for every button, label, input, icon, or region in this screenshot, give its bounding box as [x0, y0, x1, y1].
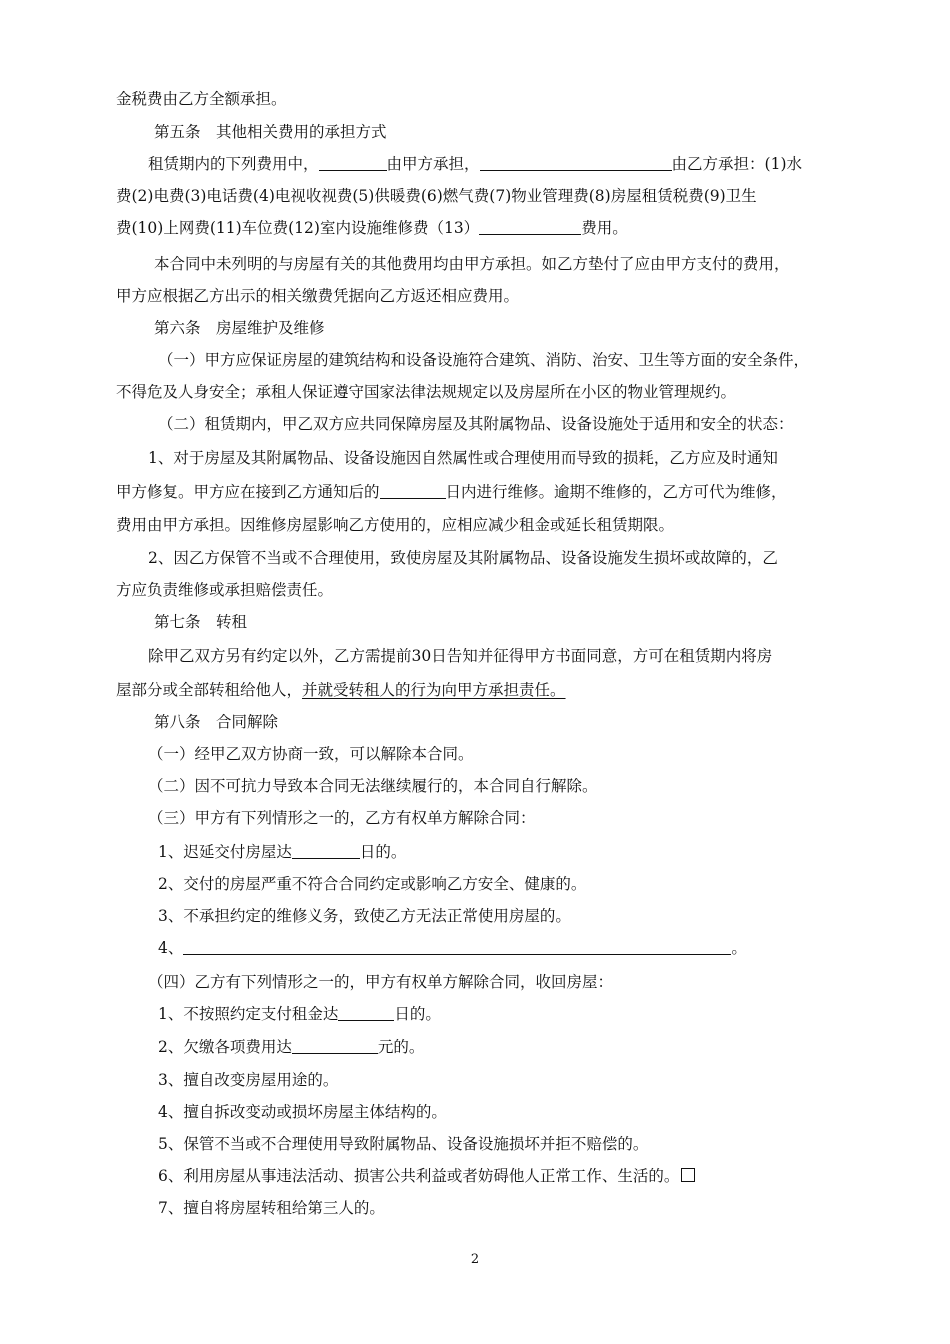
text-line [116, 579, 836, 601]
paragraph-text: 。 [731, 939, 747, 957]
paragraph-text: 日的。 [394, 1005, 441, 1023]
text-line [148, 645, 868, 667]
paragraph-text: 元的。 [377, 1038, 425, 1056]
text-line [158, 841, 878, 863]
paragraph-text: 由甲方承担， [386, 155, 480, 173]
paragraph-text: 本合同中未列明的与房屋有关的其他费用均由甲方承担。如乙方垫付了应由甲方支付的费用， [154, 255, 790, 273]
text-line [116, 679, 836, 701]
text-line [116, 88, 836, 110]
fill-in-blank[interactable] [480, 154, 672, 171]
heading-text: 第六条 房屋维护及维修 [154, 319, 325, 337]
text-line [158, 349, 878, 371]
paragraph-text: （四）乙方有下列情形之一的，甲方有权单方解除合同，收回房屋： [148, 973, 614, 991]
paragraph-text: 2、因乙方保管不当或不合理使用，致使房屋及其附属物品、设备设施发生损坏或故障的，乙 [148, 549, 778, 567]
paragraph-text: 6、利用房屋从事违法活动、损害公共利益或者妨碍他人正常工作、生活的。 [158, 1167, 680, 1185]
fill-in-blank[interactable] [380, 482, 446, 499]
text-line [158, 1165, 878, 1187]
text-line [148, 775, 868, 797]
text-line [158, 873, 878, 895]
paragraph-text: 由乙方承担：(1)水 [671, 155, 802, 173]
paragraph-text: 日内进行维修。逾期不维修的，乙方可代为维修， [445, 483, 787, 501]
paragraph-text: 4、 [158, 939, 184, 957]
article-5-heading [154, 121, 874, 143]
article-8-heading [154, 711, 874, 733]
page-number: 2 [470, 1252, 480, 1267]
paragraph-text: （三）甲方有下列情形之一的，乙方有权单方解除合同： [148, 809, 536, 827]
paragraph-text: 日的。 [359, 843, 407, 861]
text-line [116, 217, 836, 239]
text-line [148, 971, 868, 993]
paragraph-text: （一）甲方应保证房屋的建筑结构和设备设施符合建筑、消防、治安、卫生等方面的安全条件， [158, 351, 810, 369]
paragraph-text: 甲方应根据乙方出示的相关缴费凭据向乙方返还相应费用。 [116, 287, 520, 305]
paragraph-text: 2、交付的房屋严重不符合合同约定或影响乙方安全、健康的。 [158, 875, 587, 893]
text-line [158, 1069, 878, 1091]
paragraph-text: 屋部分或全部转租给他人， [116, 681, 303, 699]
paragraph-text: 甲方修复。甲方应在接到乙方通知后的 [116, 483, 380, 501]
text-line [116, 481, 836, 503]
paragraph-text: 5、保管不当或不合理使用导致附属物品、设备设施损坏并拒不赔偿的。 [158, 1135, 649, 1153]
paragraph-text: （二）租赁期内，甲乙双方应共同保障房屋及其附属物品、设备设施处于适用和安全的状态： [158, 415, 794, 433]
text-line [158, 1003, 878, 1025]
paragraph-text: 7、擅自将房屋转租给第三人的。 [158, 1199, 385, 1217]
fill-in-blank[interactable] [292, 842, 360, 859]
text-line [158, 1197, 878, 1219]
paragraph-text: 3、擅自改变房屋用途的。 [158, 1071, 339, 1089]
fill-in-blank[interactable] [338, 1004, 394, 1021]
paragraph-text: 费用。 [581, 219, 628, 237]
article-6-heading [154, 317, 874, 339]
heading-text: 第五条 其他相关费用的承担方式 [154, 123, 387, 141]
paragraph-text: 4、擅自拆改变动或损坏房屋主体结构的。 [158, 1103, 447, 1121]
fill-in-blank[interactable] [479, 218, 581, 235]
checkbox[interactable] [681, 1168, 695, 1182]
fill-in-blank[interactable] [292, 1037, 378, 1054]
text-line [116, 381, 836, 403]
paragraph-text: 2、欠缴各项费用达 [158, 1038, 292, 1056]
fill-in-blank[interactable] [183, 938, 731, 955]
paragraph-text: 不得危及人身安全；承租人保证遵守国家法律法规规定以及房屋所在小区的物业管理规约。 [116, 383, 737, 401]
text-line [158, 1036, 878, 1058]
paragraph-text: 除甲乙双方另有约定以外，乙方需提前30日告知并征得甲方书面同意，方可在租赁期内将房 [148, 647, 773, 665]
text-line [158, 937, 878, 959]
article-7-heading [154, 611, 874, 633]
paragraph-text: 方应负责维修或承担赔偿责任。 [116, 581, 334, 599]
text-line [116, 185, 836, 207]
paragraph-text: 费用由甲方承担。因维修房屋影响乙方使用的，应相应减少租金或延长租赁期限。 [116, 516, 675, 534]
paragraph-text: 费(10)上网费(11)车位费(12)室内设施维修费（13） [116, 219, 480, 237]
paragraph-text: 金税费由乙方全额承担。 [116, 90, 287, 108]
text-line [158, 413, 878, 435]
heading-text: 第七条 转租 [154, 613, 248, 631]
paragraph-text: 1、对于房屋及其附属物品、设备设施因自然属性或合理使用而导致的损耗，乙方应及时通知 [148, 449, 778, 467]
text-line [158, 1101, 878, 1123]
paragraph-text: 3、不承担约定的维修义务，致使乙方无法正常使用房屋的。 [158, 907, 571, 925]
text-line [148, 807, 868, 829]
paragraph-text: 1、迟延交付房屋达 [158, 843, 292, 861]
text-line [148, 153, 868, 175]
paragraph-text: 费(2)电费(3)电话费(4)电视收视费(5)供暖费(6)燃气费(7)物业管理费(8)房屋租赁税费(9)卫生 [116, 187, 757, 205]
underlined-text: 并就受转租人的行为向甲方承担责任。 [302, 681, 566, 699]
text-line [158, 1133, 878, 1155]
heading-text: 第八条 合同解除 [154, 713, 279, 731]
paragraph-text: （二）因不可抗力导致本合同无法继续履行的，本合同自行解除。 [148, 777, 598, 795]
text-line [148, 447, 868, 469]
paragraph-text: （一）经甲乙双方协商一致，可以解除本合同。 [148, 745, 474, 763]
paragraph-text: 租赁期内的下列费用中， [148, 155, 319, 173]
fill-in-blank[interactable] [319, 154, 387, 171]
text-line [148, 743, 868, 765]
text-line [158, 905, 878, 927]
text-line [154, 253, 874, 275]
text-line [116, 514, 836, 536]
paragraph-text: 1、不按照约定支付租金达 [158, 1005, 339, 1023]
text-line [116, 285, 836, 307]
text-line [148, 547, 868, 569]
